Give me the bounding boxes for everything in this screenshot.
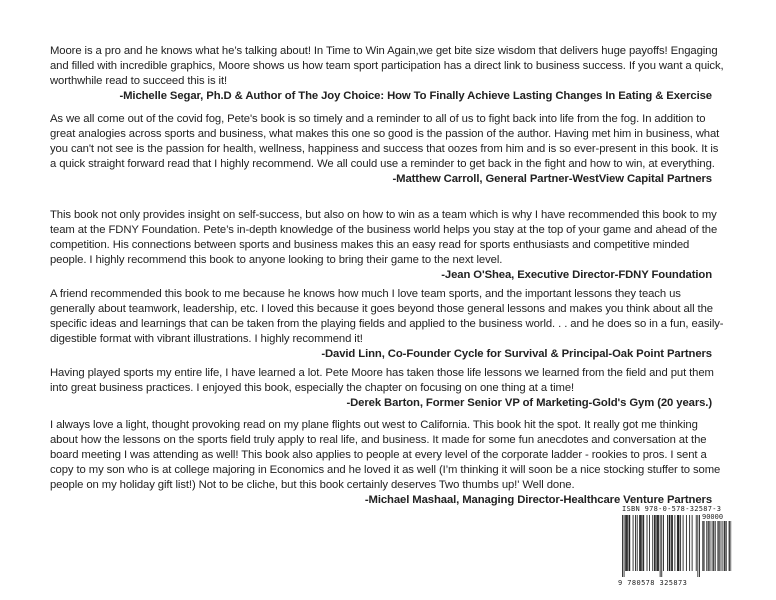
barcode-bar bbox=[726, 521, 727, 571]
barcode-bar bbox=[637, 515, 638, 571]
barcode-bar bbox=[704, 521, 705, 571]
barcode-bar bbox=[677, 515, 678, 571]
barcode-bar bbox=[649, 515, 650, 571]
barcode-bar bbox=[709, 521, 710, 571]
review-5 bbox=[50, 366, 726, 411]
barcode-bar bbox=[670, 515, 671, 571]
barcode-bar bbox=[641, 515, 642, 571]
review-2 bbox=[50, 112, 726, 187]
barcode-bar bbox=[639, 515, 640, 571]
addon-barcode-bars bbox=[702, 521, 732, 577]
barcode-bar bbox=[699, 515, 700, 577]
review-text: A friend recommended this book to me because he knows how much I love team sports, and the important lessons they teach us generally about teamwork, leadership, etc. I loved this because it goes beyond those general lessons and makes you think about all the specific ideas and learnings that can be taken from the playing fields and applied to the business world. . . and he does so in a fun, easily-digestible format with vibrant illustrations. I highly recommend it! bbox=[50, 288, 724, 345]
review-text: I always love a light, thought provoking read on my plane flights out west to California. This book hit the spot. It really got me thinking about how the lessons on the sports field truly apply to real life, and business. It made for some fun anecdotes and conversation at the board meeting I was attending as well! This book also applies to people at every level of the corporate ladder - rookies to pros. I sent a copy to my son who is at college majoring in Economics and he loved it as well (I’m thinking it will soon be a nice stocking stuffer to some people on my holiday gift list!) Not to be cliche, but this book certainly deserves Two thumbs up!' Well done. bbox=[50, 419, 721, 491]
barcode-bar bbox=[667, 515, 668, 571]
barcode-bar bbox=[718, 521, 719, 571]
barcode-bar bbox=[652, 515, 653, 571]
review-attribution: -Michelle Segar, Ph.D & Author of The Joy Choice: How To Finally Achieve Lasting Changes In Eating & Exercise bbox=[119, 90, 712, 102]
price-code: 90000 bbox=[702, 513, 724, 521]
review-text: As we all come out of the covid fog, Pete's book is so timely and a reminder to all of us to fight back into life from the fog. In addition to great analogies across sports and business, what makes this one so good is the passion of the author. Having met him in business, what you can't not see is the passion for health, wellness, happiness and success that oozes from him and is so ever-present in this book. It is a quick straight forward read that I highly recommend. We all could use a reminder to get back in the fight and how to win, at everything. bbox=[50, 113, 720, 170]
barcode-bar bbox=[679, 515, 680, 571]
barcode-bar bbox=[629, 515, 630, 571]
barcode-bar bbox=[683, 515, 684, 571]
review-4 bbox=[50, 287, 726, 362]
review-attribution: -Derek Barton, Former Senior VP of Marketing-Gold's Gym (20 years.) bbox=[346, 397, 712, 409]
barcode-bar bbox=[706, 521, 707, 571]
barcode-bar bbox=[724, 521, 725, 571]
review-3 bbox=[50, 208, 726, 283]
barcode-bar bbox=[718, 521, 719, 571]
barcode-bar bbox=[692, 515, 693, 571]
barcode-bar bbox=[729, 521, 730, 571]
barcode-bar bbox=[672, 515, 673, 571]
barcode-bar bbox=[713, 521, 714, 571]
barcode-bar bbox=[731, 521, 732, 571]
barcode-bar bbox=[658, 515, 659, 571]
review-text: This book not only provides insight on self-success, but also on how to win as a team which is why I have recommended this book to my team at the FDNY Foundation. Pete’s in-depth knowledge of the business world helps you stay at the top of your game and ahead of the competition. His connections between sports and business makes this an easy read for sports enthusiasts and competitive minded people. I highly recommend this book to anyone looking to bring their game to the next level. bbox=[50, 209, 718, 266]
barcode-bar bbox=[711, 521, 712, 571]
barcode-bar bbox=[656, 515, 657, 571]
review-text: Having played sports my entire life, I have learned a lot. Pete Moore has taken those life lessons we learned from the field and put them into great business practices. I enjoyed this book, especially the chapter on focusing on one thing at a time! bbox=[50, 367, 714, 394]
barcode-bar bbox=[715, 521, 716, 571]
review-6 bbox=[50, 418, 726, 508]
barcode-bar bbox=[697, 515, 698, 577]
barcode-bar bbox=[689, 515, 690, 571]
barcode-bar bbox=[724, 521, 725, 571]
review-1 bbox=[50, 44, 726, 104]
barcode-bar bbox=[721, 521, 722, 571]
barcode-bar bbox=[669, 515, 670, 571]
barcode-bar bbox=[627, 515, 628, 571]
barcode-bar bbox=[729, 521, 730, 571]
barcode-bar bbox=[661, 515, 662, 577]
review-text: Moore is a pro and he knows what he’s talking about! In Time to Win Again,we get bite size wisdom that delivers huge payoffs! Engaging and filled with incredible graphics, Moore shows us how team sport participation has a direct link to business success. If you want a quick, worthwhile read to succeed this is it! bbox=[50, 45, 724, 87]
barcode-bar bbox=[654, 515, 655, 571]
barcode-bar bbox=[714, 521, 715, 571]
barcode-bar bbox=[647, 515, 648, 571]
barcode-bar bbox=[660, 515, 661, 577]
barcode-bar bbox=[625, 515, 626, 571]
barcode-bar bbox=[643, 515, 644, 571]
barcode-bar bbox=[713, 521, 714, 571]
ean-digits: 9 780578 325873 bbox=[618, 579, 688, 587]
review-attribution: -David Linn, Co-Founder Cycle for Survival & Principal-Oak Point Partners bbox=[321, 348, 712, 360]
barcode-bar bbox=[702, 521, 703, 571]
barcode-bar bbox=[678, 515, 679, 571]
barcode-bar bbox=[680, 515, 681, 571]
ean-barcode-bars bbox=[622, 515, 700, 577]
barcode-bar bbox=[626, 515, 627, 571]
barcode-bar bbox=[696, 515, 697, 571]
barcode-bar bbox=[703, 521, 704, 571]
review-attribution: -Matthew Carroll, General Partner-WestView Capital Partners bbox=[392, 173, 712, 185]
barcode-bar bbox=[657, 515, 658, 571]
barcode-bar bbox=[686, 515, 687, 571]
isbn-barcode bbox=[618, 505, 736, 589]
barcode-bar bbox=[635, 515, 636, 571]
barcode-bar bbox=[671, 515, 672, 571]
barcode-bar bbox=[643, 515, 644, 571]
barcode-bar bbox=[722, 521, 723, 571]
barcode-bar bbox=[622, 515, 623, 577]
barcode-bar bbox=[719, 521, 720, 571]
barcode-bar bbox=[624, 515, 625, 577]
barcode-bar bbox=[640, 515, 641, 571]
review-attribution: -Michael Mashaal, Managing Director-Healthcare Venture Partners bbox=[364, 494, 712, 506]
barcode-bar bbox=[629, 515, 630, 571]
barcode-bar bbox=[725, 521, 726, 571]
isbn-label: ISBN 978-0-578-32587-3 bbox=[622, 505, 722, 513]
barcode-bar bbox=[633, 515, 634, 571]
barcode-bar bbox=[663, 515, 664, 571]
barcode-bar bbox=[674, 515, 675, 571]
review-attribution: -Jean O'Shea, Executive Director-FDNY Foundation bbox=[441, 269, 712, 281]
barcode-bar bbox=[708, 521, 709, 571]
barcode-bar bbox=[655, 515, 656, 571]
barcode-bar bbox=[708, 521, 709, 571]
